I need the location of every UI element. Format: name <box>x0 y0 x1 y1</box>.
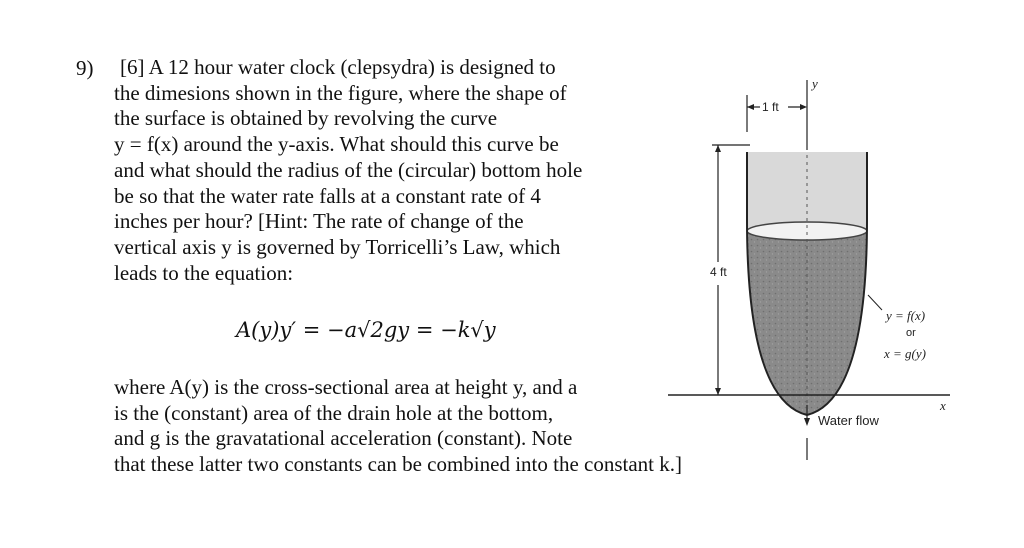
height-arrow-bottom <box>715 388 721 395</box>
y-axis-label: y <box>812 76 818 91</box>
tail-line: where A(y) is the cross-sectional area at height y, and a <box>114 375 578 399</box>
curve-label-f: y = f(x) <box>886 308 926 323</box>
height-arrow-top <box>715 145 721 152</box>
vessel-diagram <box>660 70 960 470</box>
width-label: 1 ft <box>762 100 779 114</box>
problem-statement <box>114 55 724 286</box>
curve-label-or: or <box>906 327 916 339</box>
statement-line: inches per hour? [Hint: The rate of change of the <box>114 209 524 234</box>
tail-line: that these latter two constants can be combined into the constant k.] <box>114 452 683 477</box>
statement-line: the surface is obtained by revolving the curve <box>114 106 498 131</box>
statement-line: be so that the water rate falls at a constant rate of 4 <box>114 183 541 208</box>
problem-number: 9) <box>76 56 94 80</box>
statement-line: the dimesions shown in the figure, where the shape of <box>114 80 567 105</box>
water-flow-label: Water flow <box>818 413 879 428</box>
statement-line: [6] A 12 hour water clock (clepsydra) is designed to <box>120 55 556 79</box>
tail-line: and g is the gravatational acceleration (constant). Note <box>114 426 573 451</box>
flow-arrow-head <box>804 418 810 426</box>
water-surface <box>747 222 867 240</box>
width-arrow-right <box>800 104 807 110</box>
curve-label-g: x = g(y) <box>884 346 926 361</box>
height-label: 4 ft <box>710 265 727 279</box>
curve-leader-line <box>868 295 882 310</box>
statement-line: and what should the radius of the (circular) bottom hole <box>114 157 583 182</box>
width-arrow-left <box>747 104 754 110</box>
water-clock-figure <box>660 70 960 470</box>
tail-line: is the (constant) area of the drain hole at the bottom, <box>114 400 554 425</box>
x-axis-label: x <box>940 398 946 413</box>
statement-line: leads to the equation: <box>114 260 294 285</box>
statement-line: vertical axis y is governed by Torricelli’s Law, which <box>114 234 561 259</box>
statement-line: y = f(x) around the y-axis. What should this curve be <box>114 132 559 157</box>
torricelli-equation: A(y)y′ = −a√2gy = −k√y <box>236 318 496 342</box>
